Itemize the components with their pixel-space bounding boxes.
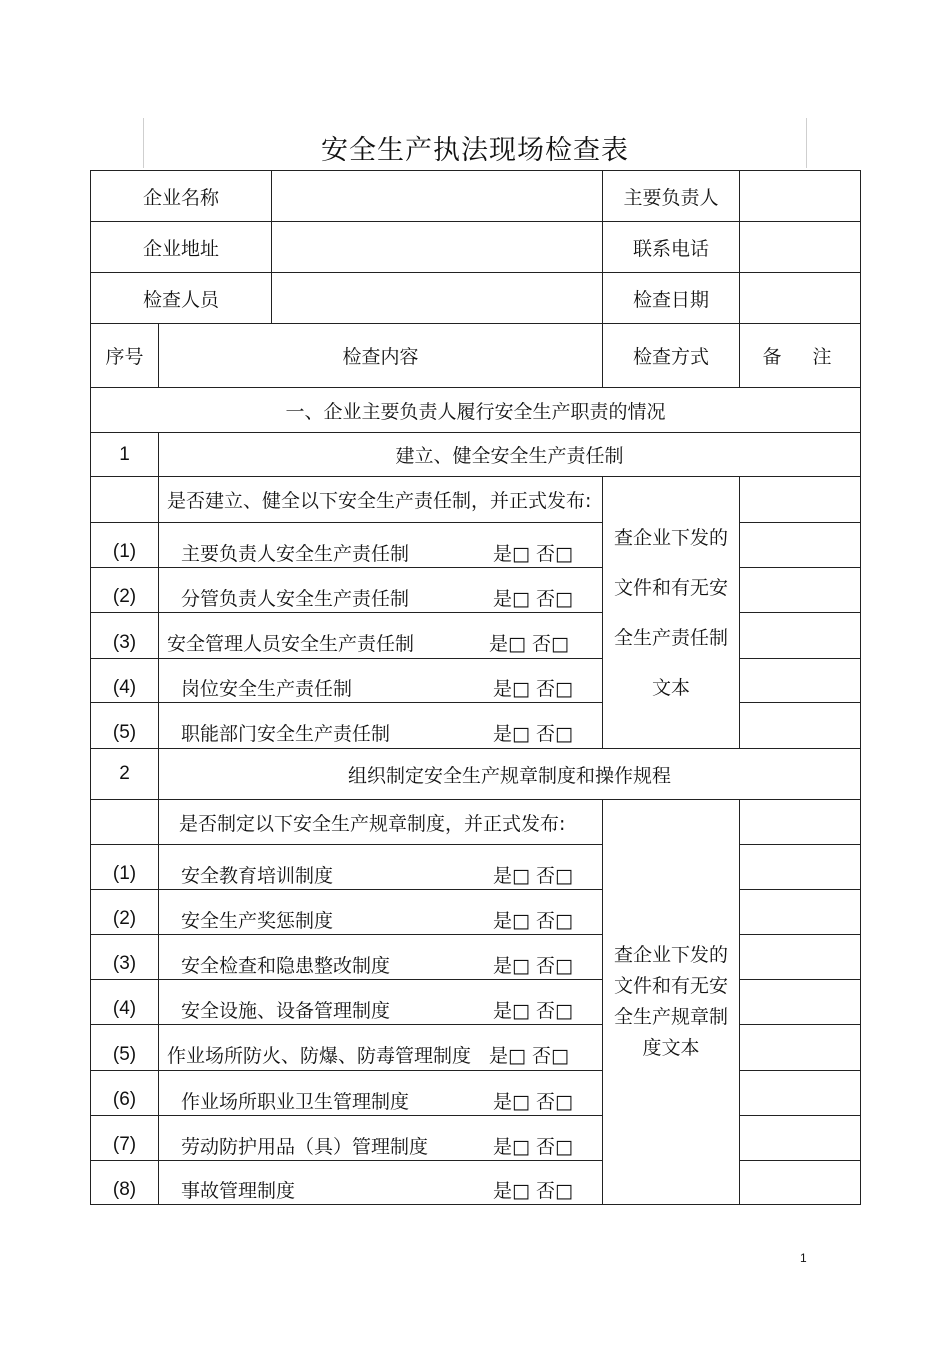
checklist-item [159,613,603,659]
inspector-field[interactable] [272,273,603,324]
item-label: 分管负责人安全生产责任制 [181,587,410,610]
remark-field[interactable] [740,800,861,845]
group-intro: 是否建立、健全以下安全生产责任制，并正式发布: [159,477,603,523]
yes-no-checkbox[interactable]: 是□ 否□ [493,723,573,745]
yes-no-checkbox[interactable]: 是□ 否□ [489,633,569,655]
remark-field[interactable] [740,1025,861,1071]
item-number: (1) [91,523,159,568]
yes-no-checkbox[interactable]: 是□ 否□ [493,1135,573,1158]
yes-no-checkbox[interactable]: 是□ 否□ [493,999,573,1022]
group-number: 2 [91,749,159,800]
inspection-table [90,170,861,1205]
item-label: 安全教育培训制度 [181,864,334,887]
checklist-item [159,1071,603,1116]
yes-no-checkbox[interactable]: 是□ 否□ [493,587,573,610]
yes-no-checkbox[interactable]: 是□ 否□ [493,542,573,565]
company-address-label: 企业地址 [91,222,272,273]
checklist-item [159,568,603,613]
remark-field[interactable] [740,523,861,568]
yes-no-checkbox[interactable]: 是□ 否□ [493,954,573,977]
remark-field[interactable] [740,890,861,935]
item-label: 作业场所职业卫生管理制度 [181,1090,410,1113]
seq-cell-empty [91,800,159,845]
yes-no-checkbox[interactable]: 是□ 否□ [493,678,573,700]
item-label: 主要负责人安全生产责任制 [181,542,410,565]
yes-no-checkbox[interactable]: 是□ 否□ [493,909,573,932]
item-number: (2) [91,890,159,935]
group-intro: 是否制定以下安全生产规章制度，并正式发布: [159,800,603,845]
item-number: (4) [91,659,159,703]
column-header-method: 检查方式 [603,324,740,388]
yes-no-checkbox[interactable]: 是□ 否□ [489,1045,569,1067]
checklist-item [159,1161,603,1205]
column-header-seq: 序号 [91,324,159,388]
company-address-field[interactable] [272,222,603,273]
remark-field[interactable] [740,613,861,659]
item-label: 作业场所防火、防爆、防毒管理制度 [167,1045,472,1067]
item-number: (3) [91,935,159,980]
group-number: 1 [91,433,159,477]
item-label: 安全设施、设备管理制度 [181,999,391,1022]
company-name-label: 企业名称 [91,171,272,222]
inspection-date-label: 检查日期 [603,273,740,324]
yes-no-checkbox[interactable]: 是□ 否□ [493,864,573,887]
item-number: (1) [91,845,159,890]
remark-field[interactable] [740,980,861,1025]
checklist-item [159,659,603,703]
group-title: 建立、健全安全生产责任制 [159,433,861,477]
principal-label: 主要负责人 [603,171,740,222]
item-label: 劳动防护用品（具）管理制度 [181,1135,429,1158]
item-number: (5) [91,1025,159,1071]
item-label: 岗位安全生产责任制 [181,678,353,700]
phone-label: 联系电话 [603,222,740,273]
group-title: 组织制定安全生产规章制度和操作规程 [159,749,861,800]
remark-field[interactable] [740,1116,861,1161]
column-header-content: 检查内容 [159,324,603,388]
yes-no-checkbox[interactable]: 是□ 否□ [493,1180,573,1202]
item-label: 事故管理制度 [181,1180,296,1202]
checklist-item [159,1025,603,1071]
item-label: 安全管理人员安全生产责任制 [167,633,415,655]
checklist-item [159,980,603,1025]
yes-no-checkbox[interactable]: 是□ 否□ [493,1090,573,1113]
remark-field[interactable] [740,1161,861,1205]
item-label: 安全检查和隐患整改制度 [181,954,391,977]
section-title: 一、企业主要负责人履行安全生产职责的情况 [91,388,861,433]
inspection-method: 查企业下发的文件和有无安全生产规章制度文本 [603,800,740,1205]
inspection-method: 查企业下发的文件和有无安全生产责任制文本 [603,477,740,749]
phone-field[interactable] [740,222,861,273]
company-name-field[interactable] [272,171,603,222]
remark-field[interactable] [740,568,861,613]
remark-field[interactable] [740,659,861,703]
page-number: 1 [800,1251,807,1265]
item-number: (2) [91,568,159,613]
item-label: 职能部门安全生产责任制 [181,723,391,745]
inspector-label: 检查人员 [91,273,272,324]
item-number: (8) [91,1161,159,1205]
page-title: 安全生产执法现场检查表 [321,135,629,166]
checklist-item [159,703,603,749]
item-number: (6) [91,1071,159,1116]
seq-cell-empty [91,477,159,523]
checklist-item [159,845,603,890]
remark-field[interactable] [740,935,861,980]
item-number: (4) [91,980,159,1025]
item-number: (3) [91,613,159,659]
checklist-item [159,523,603,568]
item-number: (7) [91,1116,159,1161]
item-label: 安全生产奖惩制度 [181,909,334,932]
remark-field[interactable] [740,1071,861,1116]
checklist-item [159,935,603,980]
remark-field[interactable] [740,477,861,523]
remark-field[interactable] [740,703,861,749]
remark-field[interactable] [740,845,861,890]
checklist-item [159,1116,603,1161]
principal-field[interactable] [740,171,861,222]
inspection-date-field[interactable] [740,273,861,324]
checklist-item [159,890,603,935]
item-number: (5) [91,703,159,749]
column-header-remark: 备 注 [740,324,861,388]
